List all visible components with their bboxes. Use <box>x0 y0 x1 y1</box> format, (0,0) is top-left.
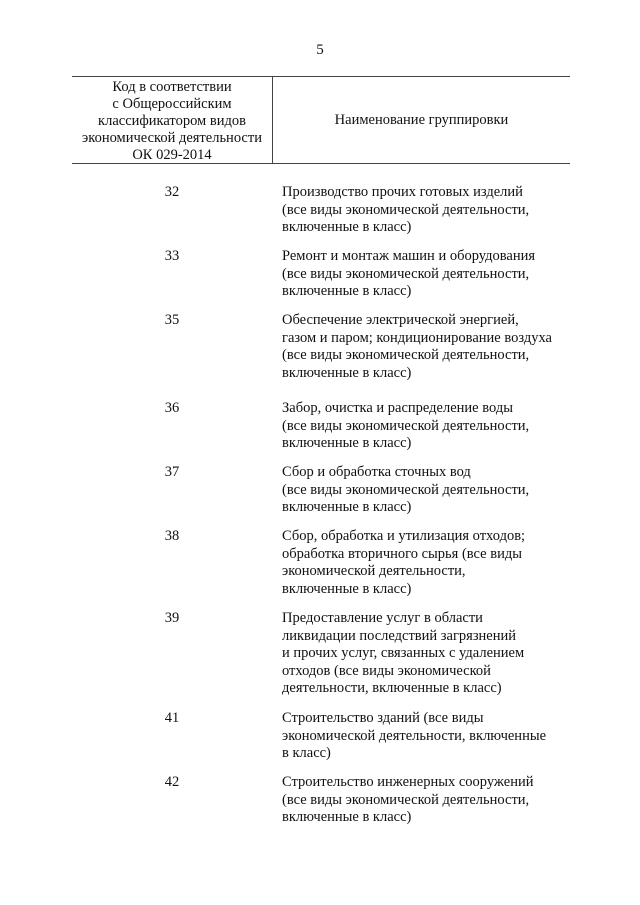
row-name: Предоставление услуг в области ликвидации последствий загрязнений и прочих услуг, связанных с удалением отходов (все виды экономической деятельности, включенные в класс) <box>282 610 525 696</box>
table-row <box>72 312 570 382</box>
table-row <box>72 400 570 453</box>
page-number: 5 <box>316 42 324 58</box>
row-code: 39 <box>164 610 180 626</box>
row-name: Сбор, обработка и утилизация отходов; обработка вторичного сырья (все виды экономической деятельности, включенные в класс) <box>282 528 526 597</box>
row-code: 36 <box>164 400 180 416</box>
table-row <box>72 774 570 827</box>
row-name: Сбор и обработка сточных вод (все виды экономической деятельности, включенные в класс) <box>282 464 530 515</box>
row-code: 41 <box>164 710 180 726</box>
row-code: 32 <box>164 184 180 200</box>
row-code: 33 <box>164 248 180 264</box>
table-row <box>72 528 570 598</box>
classification-table <box>72 76 570 825</box>
table-header <box>72 76 570 164</box>
row-code: 42 <box>164 774 180 790</box>
row-name: Строительство зданий (все виды экономической деятельности, включенные в класс) <box>282 710 547 761</box>
table-row <box>72 248 570 301</box>
table-row <box>72 464 570 517</box>
row-name: Производство прочих готовых изделий (все виды экономической деятельности, включенные в класс) <box>282 184 530 235</box>
table-row <box>72 610 570 698</box>
header-name: Наименование группировки <box>334 111 509 128</box>
row-name: Строительство инженерных сооружений (все виды экономической деятельности, включенные в класс) <box>282 774 534 825</box>
row-code: 38 <box>164 528 180 544</box>
header-code: Код в соответствии с Общероссийским классификатором видов экономической деятельности ОК 029-2014 <box>72 77 273 163</box>
row-code: 37 <box>164 464 180 480</box>
row-code: 35 <box>164 312 180 328</box>
row-name: Обеспечение электрической энергией, газом и паром; кондиционирование воздуха (все виды экономической деятельности, включенные в класс) <box>282 312 552 381</box>
row-name: Ремонт и монтаж машин и оборудования (все виды экономической деятельности, включенные в класс) <box>282 248 536 299</box>
table-row <box>72 710 570 763</box>
table-row <box>72 184 570 237</box>
row-name: Забор, очистка и распределение воды (все виды экономической деятельности, включенные в класс) <box>282 400 530 451</box>
